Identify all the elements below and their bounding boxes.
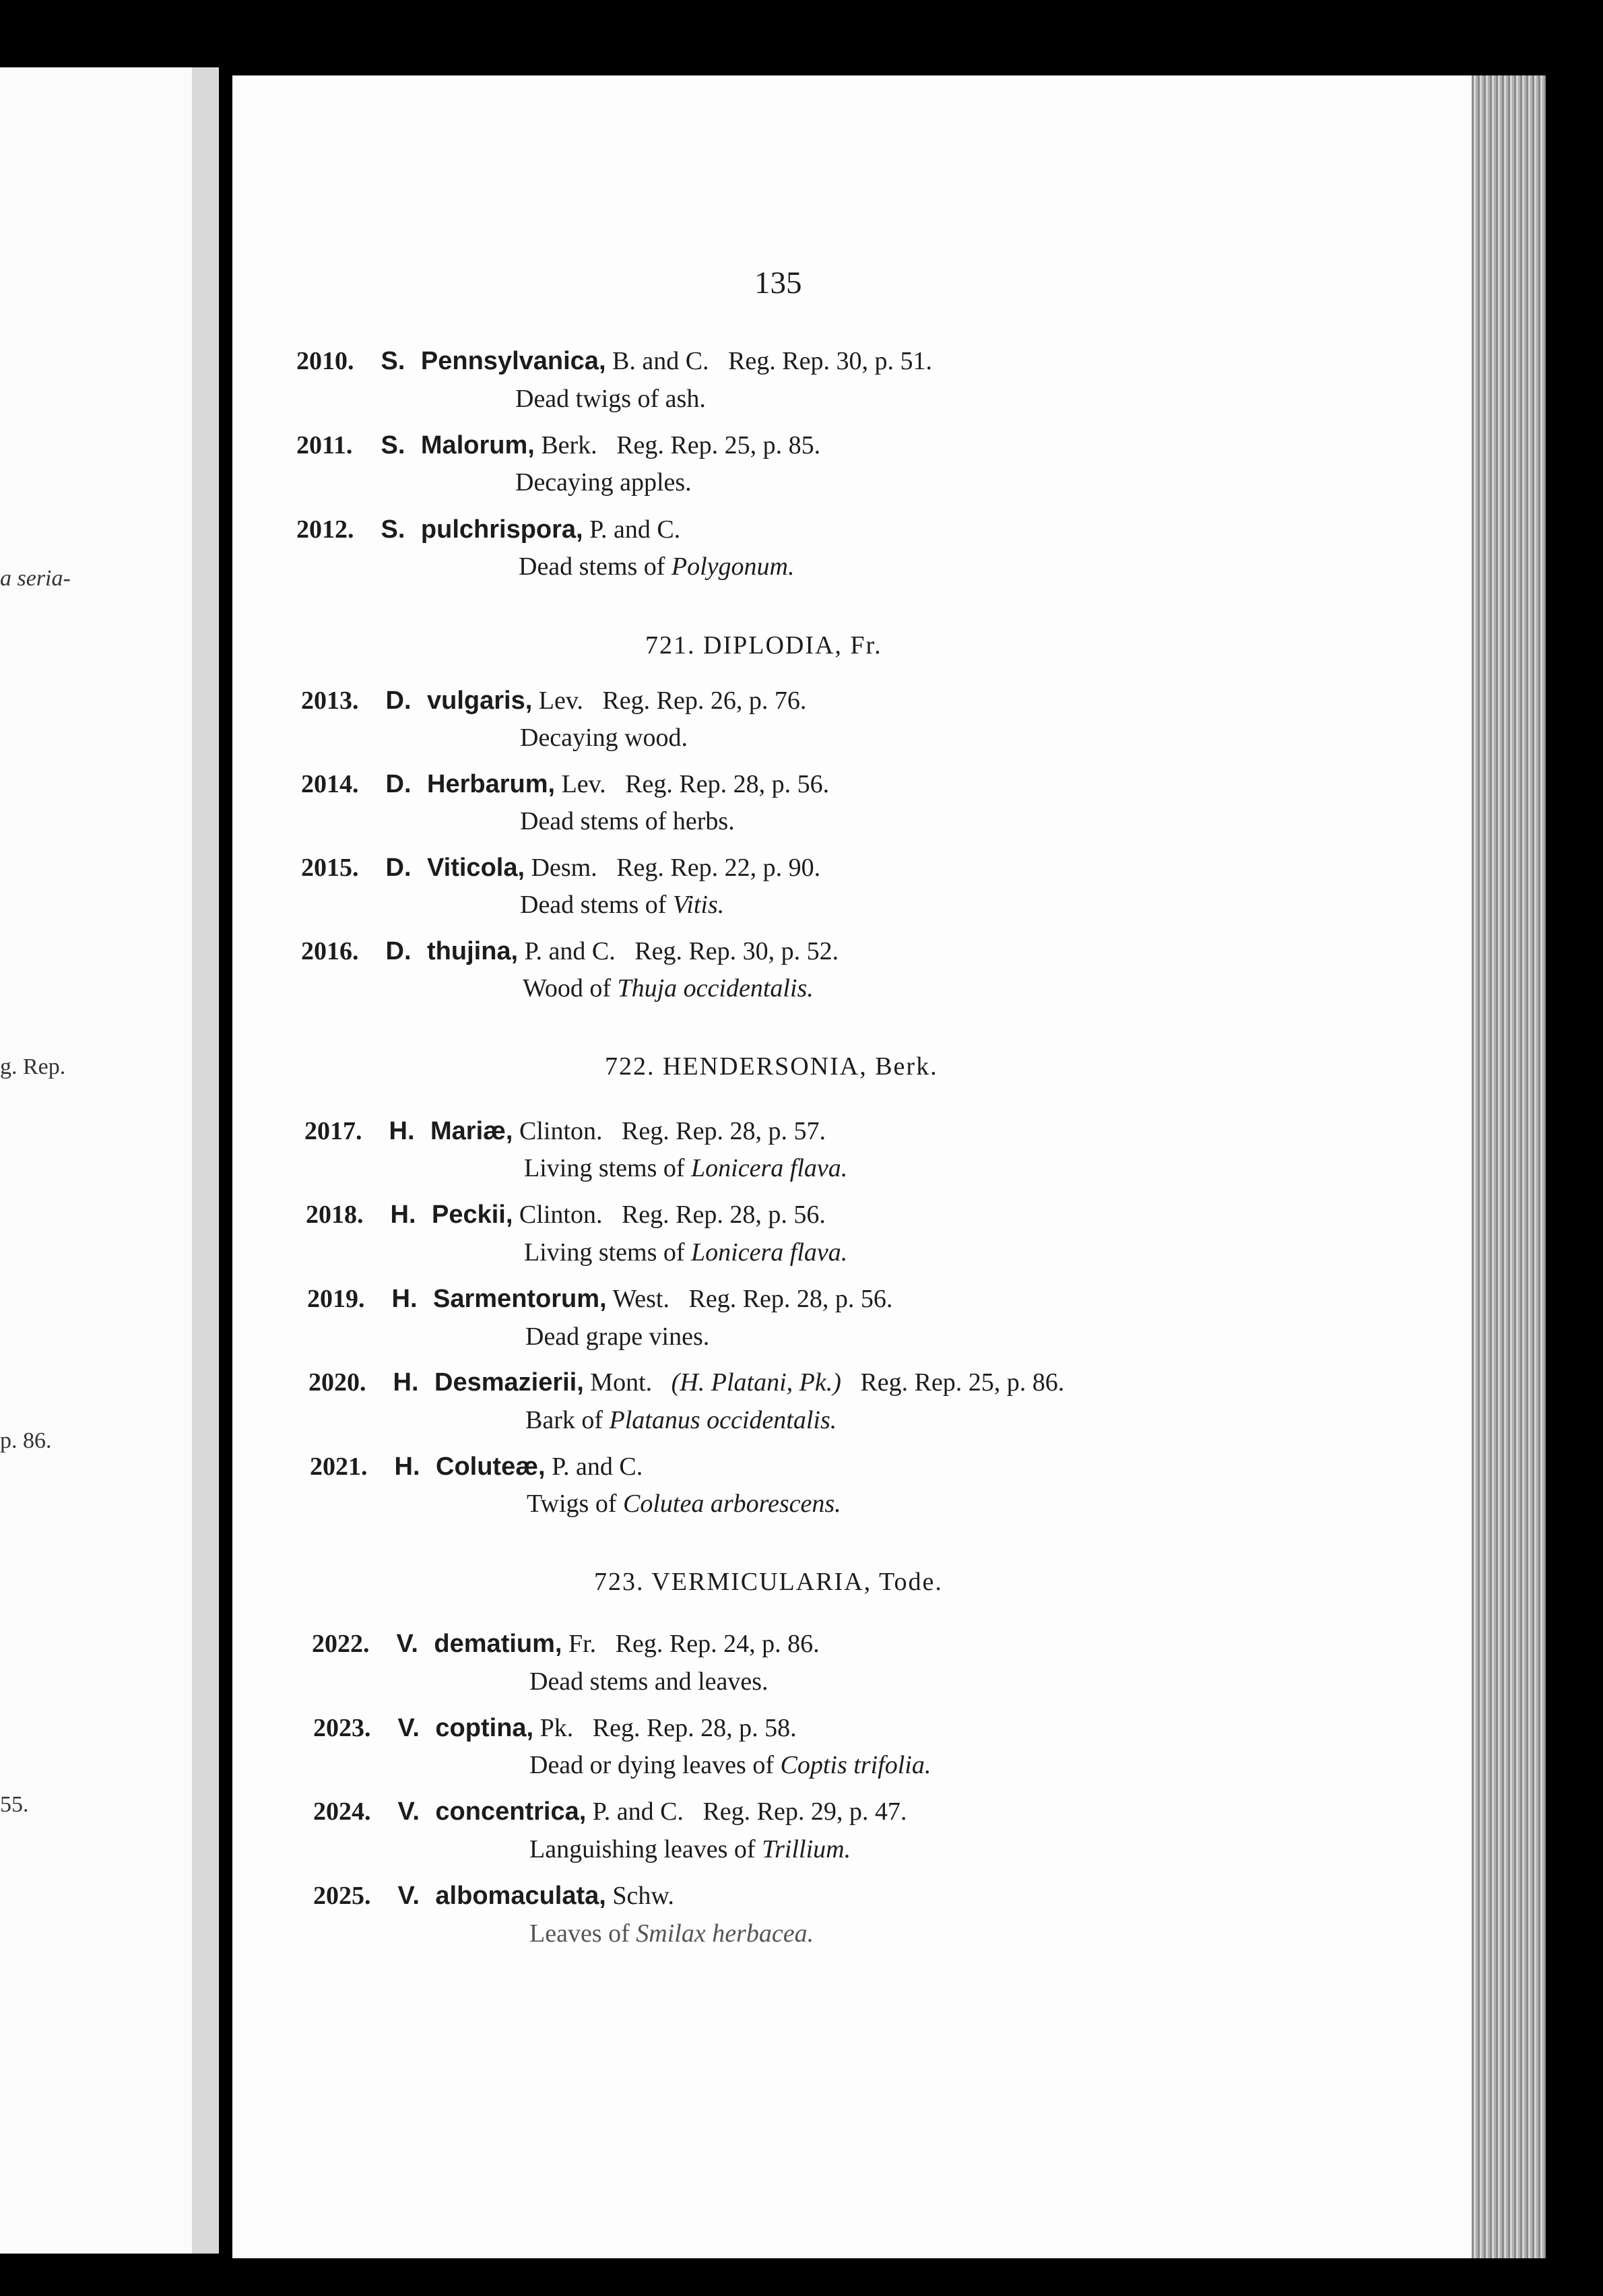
entry-genus: S.	[381, 347, 405, 375]
entry-synonym: (H. Platani, Pk.)	[671, 1368, 841, 1397]
left-fragment: g. Rep.	[0, 1054, 66, 1079]
entry-habitat: Dead stems of Vitis.	[520, 891, 725, 919]
entry-authority: Clinton.	[519, 1201, 603, 1229]
entry-number: 2022.	[312, 1630, 370, 1658]
entry-reference: Reg. Rep. 30, p. 52.	[634, 937, 839, 965]
entry-reference: Reg. Rep. 25, p. 85.	[616, 431, 821, 459]
entry-genus: D.	[385, 937, 412, 965]
entry-authority: Schw.	[612, 1882, 674, 1910]
page-edge	[1472, 75, 1546, 2258]
entry-authority: P. and C.	[592, 1797, 684, 1826]
entry-authority: P. and C.	[552, 1453, 643, 1481]
entry-authority: P. and C.	[589, 515, 681, 544]
entry-number: 2024.	[313, 1797, 371, 1826]
entry-number: 2021.	[310, 1453, 368, 1481]
entry-reference: Reg. Rep. 28, p. 56.	[625, 770, 830, 798]
left-fragment: a seria-	[0, 566, 71, 591]
page-number: 135	[754, 265, 802, 300]
entry-species: albomaculata,	[435, 1882, 606, 1910]
entry-habitat: Leaves of Smilax herbacea.	[529, 1919, 814, 1948]
entry-reference: Reg. Rep. 22, p. 90.	[616, 854, 821, 882]
section-heading: 721. DIPLODIA, Fr.	[645, 631, 882, 660]
entry-species: Mariæ,	[430, 1117, 513, 1145]
right-page	[232, 75, 1478, 2258]
entry-2018	[306, 1202, 826, 1227]
entry-habitat: Decaying wood.	[520, 724, 688, 752]
entry-genus: S.	[381, 431, 405, 459]
entry-genus: V.	[397, 1714, 420, 1742]
entry-number: 2010.	[296, 347, 354, 375]
section-heading: 723. VERMICULARIA, Tode.	[594, 1568, 943, 1596]
entry-authority: Pk.	[539, 1714, 574, 1742]
entry-2022	[312, 1631, 820, 1657]
entry-genus: V.	[397, 1797, 420, 1826]
entry-species: concentrica,	[435, 1797, 587, 1826]
entry-reference: Reg. Rep. 28, p. 57.	[622, 1117, 826, 1145]
entry-authority: P. and C.	[524, 937, 616, 965]
entry-species: pulchrispora,	[420, 515, 583, 544]
entry-reference: Reg. Rep. 28, p. 56.	[688, 1285, 893, 1313]
entry-habitat: Dead twigs of ash.	[515, 385, 706, 413]
entry-species: Sarmentorum,	[433, 1285, 607, 1313]
entry-2013	[301, 688, 806, 713]
entry-habitat: Bark of Platanus occidentalis.	[525, 1406, 837, 1434]
entry-2010	[296, 348, 932, 374]
entry-number: 2016.	[301, 937, 359, 965]
entry-authority: Berk.	[541, 431, 597, 459]
section-heading: 722. HENDERSONIA, Berk.	[605, 1052, 938, 1081]
entry-2016	[301, 938, 839, 964]
entry-species: Desmazierii,	[434, 1368, 584, 1397]
entry-number: 2019.	[307, 1285, 365, 1313]
entry-number: 2014.	[301, 770, 359, 798]
entry-species: Viticola,	[427, 854, 525, 882]
entry-2014	[301, 771, 829, 797]
entry-species: vulgaris,	[427, 687, 533, 715]
entry-genus: V.	[397, 1882, 420, 1910]
entry-reference: Reg. Rep. 26, p. 76.	[602, 687, 807, 715]
entry-species: coptina,	[435, 1714, 534, 1742]
entry-genus: S.	[381, 515, 405, 544]
entry-genus: H.	[394, 1453, 420, 1481]
entry-number: 2012.	[296, 515, 354, 544]
entry-number: 2018.	[306, 1201, 364, 1229]
entry-species: Herbarum,	[427, 770, 556, 798]
entry-authority: West.	[612, 1285, 669, 1313]
entry-number: 2025.	[313, 1882, 371, 1910]
entry-habitat: Decaying apples.	[515, 468, 692, 497]
entry-species: Pennsylvanica,	[420, 347, 606, 375]
entry-2017	[304, 1118, 826, 1144]
entry-authority: Clinton.	[519, 1117, 603, 1145]
entry-number: 2023.	[313, 1714, 371, 1742]
entry-reference: Reg. Rep. 28, p. 58.	[592, 1714, 797, 1742]
entry-2015	[301, 855, 820, 881]
entry-authority: Fr.	[568, 1630, 597, 1658]
entry-2012	[296, 517, 680, 542]
left-fragment: p. 86.	[0, 1428, 52, 1453]
entry-genus: H.	[389, 1117, 415, 1145]
entry-habitat: Dead stems of herbs.	[520, 807, 735, 835]
entry-authority: B. and C.	[612, 347, 709, 375]
entry-habitat: Dead stems and leaves.	[529, 1667, 768, 1696]
entry-reference: Reg. Rep. 30, p. 51.	[728, 347, 932, 375]
entry-habitat: Wood of Thuja occidentalis.	[523, 974, 814, 1002]
entry-authority: Mont.	[590, 1368, 653, 1397]
entry-reference: Reg. Rep. 28, p. 56.	[621, 1201, 826, 1229]
entry-habitat: Dead stems of Polygonum.	[519, 552, 795, 581]
left-page	[0, 67, 219, 2254]
entry-habitat: Languishing leaves of Trillium.	[529, 1835, 851, 1863]
entry-species: Peckii,	[432, 1201, 513, 1229]
entry-species: Coluteæ,	[436, 1453, 546, 1481]
entry-2024	[313, 1799, 907, 1824]
entry-habitat: Dead or dying leaves of Coptis trifolia.	[529, 1751, 931, 1779]
entry-number: 2017.	[304, 1117, 362, 1145]
entry-authority: Lev.	[561, 770, 606, 798]
entry-2023	[313, 1715, 797, 1741]
entry-species: dematium,	[434, 1630, 562, 1658]
entry-2011	[296, 433, 820, 458]
entry-genus: D.	[385, 770, 412, 798]
left-fragment: 55.	[0, 1792, 29, 1817]
entry-authority: Lev.	[538, 687, 583, 715]
entry-reference: Reg. Rep. 29, p. 47.	[702, 1797, 907, 1826]
entry-habitat: Living stems of Lonicera flava.	[524, 1154, 848, 1182]
entry-reference: Reg. Rep. 25, p. 86.	[860, 1368, 1065, 1397]
entry-genus: H.	[390, 1201, 416, 1229]
entry-genus: D.	[385, 854, 412, 882]
entry-number: 2013.	[301, 687, 359, 715]
entry-2021	[310, 1454, 643, 1479]
entry-habitat: Twigs of Colutea arborescens.	[527, 1490, 841, 1518]
entry-genus: H.	[391, 1285, 418, 1313]
entry-genus: V.	[396, 1630, 418, 1658]
entry-habitat: Living stems of Lonicera flava.	[524, 1238, 848, 1267]
entry-number: 2015.	[301, 854, 359, 882]
entry-genus: H.	[393, 1368, 419, 1397]
entry-number: 2020.	[308, 1368, 366, 1397]
entry-habitat: Dead grape vines.	[525, 1322, 710, 1351]
entry-2020	[308, 1370, 1064, 1395]
entry-number: 2011.	[296, 431, 353, 459]
entry-genus: D.	[385, 687, 412, 715]
entry-2025	[313, 1883, 674, 1909]
entry-species: Malorum,	[420, 431, 535, 459]
entry-species: thujina,	[427, 937, 519, 965]
entry-reference: Reg. Rep. 24, p. 86.	[615, 1630, 820, 1658]
entry-2019	[307, 1286, 892, 1312]
entry-authority: Desm.	[531, 854, 597, 882]
